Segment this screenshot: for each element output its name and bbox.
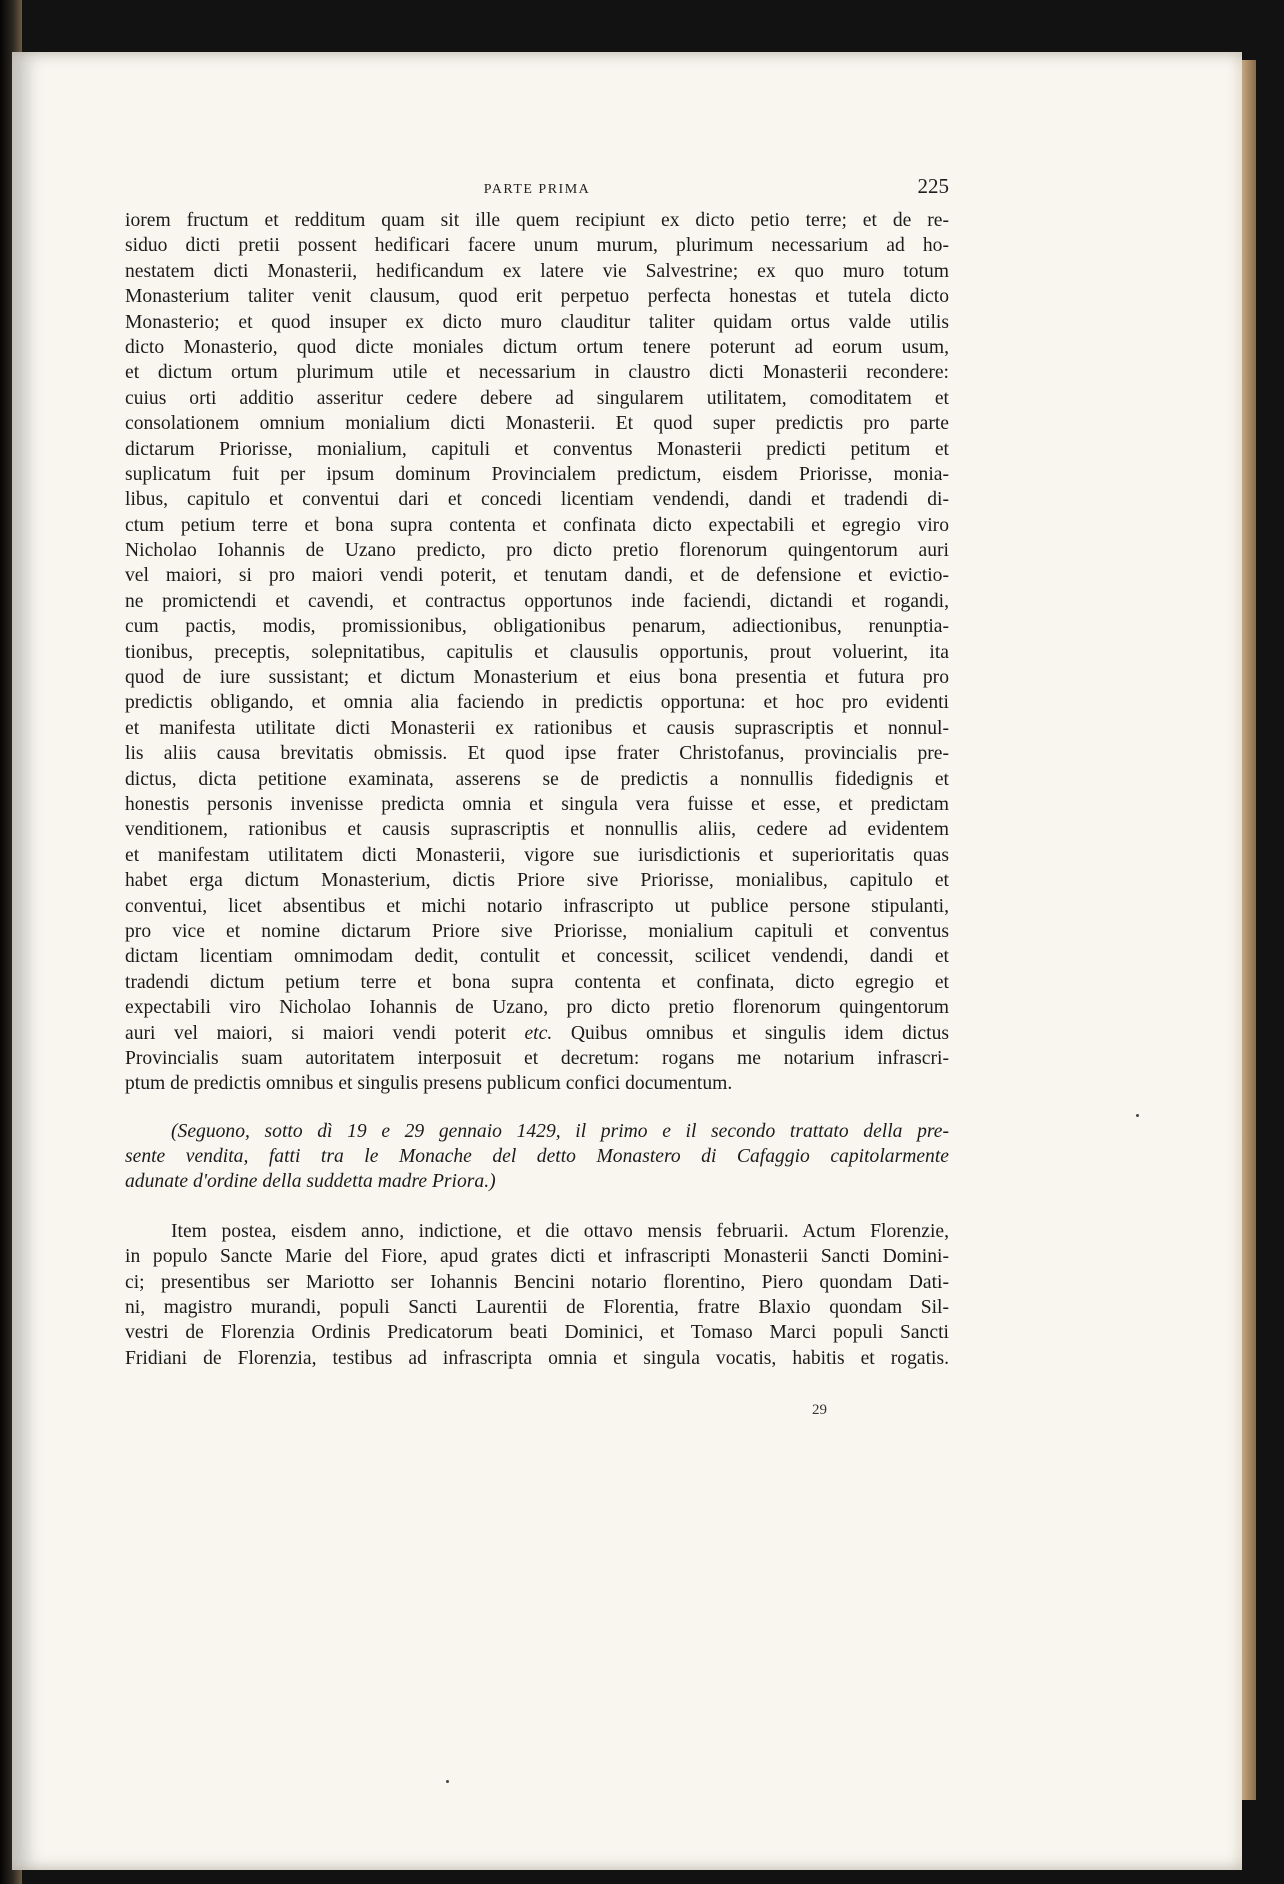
text-line: habet erga dictum Monasterium, dictis Priore sive Priorisse, monialibus, capitulo et <box>125 870 949 892</box>
text-line: vestri de Florenzia Ordinis Predicatorum beati Dominici, et Tomaso Marci populi Sancti <box>125 1322 949 1344</box>
text-line: siduo dicti pretii possent hedificari facere unum murum, plurimum necessarium ad ho- <box>125 235 949 257</box>
note-line: adunate d'ordine della suddetta madre Priora.) <box>125 1171 496 1193</box>
text-line: Item postea, eisdem anno, indictione, et die ottavo mensis februarii. Actum Florenzie, <box>171 1220 949 1242</box>
text-segment: Quibus omnibus et singulis idem dictus <box>552 1022 949 1044</box>
text-line: predictis obligando, et omnia alia faciendo in predictis opportuna: et hoc pro evidenti <box>125 692 949 714</box>
text-line: libus, capitulo et conventui dari et concedi licentiam vendendi, dandi et tradendi di- <box>125 489 949 511</box>
text-line: cum pactis, modis, promissionibus, obligationibus penarum, adiectionibus, renunptia- <box>125 616 949 638</box>
paper-speck <box>1136 1114 1139 1117</box>
text-line: ni, magistro murandi, populi Sancti Laurentii de Florentia, fratre Blaxio quondam Sil- <box>125 1297 949 1319</box>
note-line: (Seguono, sotto dì 19 e 29 gennaio 1429, il primo e il secondo trattato della pre- <box>171 1120 949 1142</box>
text-line: cuius orti additio asseritur cedere debere ad singularem utilitatem, comoditatem et <box>125 387 949 409</box>
paragraph-1 <box>125 208 949 1097</box>
text-line: et manifesta utilitate dicti Monasterii ex rationibus et causis suprascriptis et nonnul- <box>125 717 949 739</box>
note-line: sente vendita, fatti tra le Monache del detto Monastero di Cafaggio capitolarmente <box>125 1146 949 1168</box>
text-line: ctum petium terre et bona supra contenta et confinata dicto expectabili et egregio viro <box>125 514 949 536</box>
paragraph-spacer <box>125 1097 949 1119</box>
page-body <box>125 208 949 1371</box>
text-line: et dictum ortum plurimum utile et necessarium in claustro dicti Monasterii recondere: <box>125 362 949 384</box>
text-line: dictam licentiam omnimodam dedit, contulit et concessit, scilicet vendendi, dandi et <box>125 946 949 968</box>
text-line: vel maiori, si pro maiori vendi poterit, et tenutam dandi, et de defensione et evictio- <box>125 565 949 587</box>
text-line: expectabili viro Nicholao Iohannis de Uzano, pro dicto pretio florenorum quingentorum <box>125 997 949 1019</box>
text-line: Provincialis suam autoritatem interposuit et decretum: rogans me notarium infrascri- <box>125 1047 949 1069</box>
text-line: nestatem dicti Monasterii, hedificandum ex latere vie Salvestrine; ex quo muro totum <box>125 260 949 282</box>
text-line: ptum de predictis omnibus et singulis presens publicum confici documentum. <box>125 1073 733 1095</box>
text-line: consolationem omnium monialium dicti Monasterii. Et quod super predictis pro parte <box>125 413 949 435</box>
text-line: tradendi dictum petium terre et bona supra contenta et confinata, dicto egregio et <box>125 971 949 993</box>
paragraph-spacer <box>125 1195 949 1219</box>
text-line <box>125 1021 949 1046</box>
text-line: et manifestam utilitatem dicti Monasterii, vigore sue iurisdictionis et superioritatis quas <box>125 844 949 866</box>
page-number: 225 <box>917 174 949 198</box>
text-line: lis aliis causa brevitatis obmissis. Et quod ipse frater Christofanus, provincialis pre- <box>125 743 949 765</box>
running-title: PARTE PRIMA <box>483 182 591 197</box>
text-segment: auri vel maiori, si maiori vendi poterit <box>125 1022 525 1044</box>
text-line: pro vice et nomine dictarum Priore sive Priorisse, monialium capituli et conventus <box>125 920 949 942</box>
text-line: Nicholao Iohannis de Uzano predicto, pro dicto pretio florenorum quingentorum auri <box>125 540 949 562</box>
running-head <box>125 174 949 204</box>
text-line: dictus, dicta petitione examinata, asserens se de predictis a nonnullis fidedignis et <box>125 768 949 790</box>
etc-abbreviation: etc. <box>524 1022 553 1044</box>
text-line: ci; presentibus ser Mariotto ser Iohannis Bencini notario florentino, Piero quondam Dati- <box>125 1271 949 1293</box>
signature-mark: 29 <box>812 1402 827 1418</box>
text-line: iorem fructum et redditum quam sit ille quem recipiunt ex dicto petio terre; et de re- <box>125 210 949 231</box>
paper-speck <box>446 1780 449 1783</box>
paragraph-2 <box>125 1219 949 1371</box>
text-line: ne promictendi et cavendi, et contractus opportunos inde faciendi, dictandi et rogandi, <box>125 590 949 612</box>
text-line: suplicatum fuit per ipsum dominum Provincialem predictum, eisdem Priorisse, monia- <box>125 463 949 485</box>
text-line: Fridiani de Florenzia, testibus ad infrascripta omnia et singula vocatis, habitis et rogatis. <box>125 1347 949 1369</box>
text-line: dictarum Priorisse, monialium, capituli et conventus Monasterii predicti petitum et <box>125 438 949 460</box>
text-line: venditionem, rationibus et causis suprascriptis et nonnullis aliis, cedere ad evidentem <box>125 819 949 841</box>
text-line: tionibus, preceptis, solepnitatibus, capitulis et clausulis opportunis, prout voluerint, ita <box>125 641 949 663</box>
text-line: conventui, licet absentibus et michi notario infrascripto ut publice persone stipulanti, <box>125 895 949 917</box>
editorial-note <box>125 1119 949 1195</box>
text-line: dicto Monasterio, quod dicte moniales dictum ortum tenere poterunt ad eorum usum, <box>125 336 949 358</box>
text-line: honestis personis invenisse predicta omnia et singula vera fuisse et esse, et predictam <box>125 793 949 815</box>
text-line: Monasterio; et quod insuper ex dicto muro clauditur taliter quidam ortus valde utilis <box>125 311 949 333</box>
text-line: in populo Sancte Marie del Fiore, apud grates dicti et infrascripti Monasterii Sancti Domini- <box>125 1246 949 1268</box>
text-line: quod de iure sussistant; et dictum Monasterium et eius bona presentia et futura pro <box>125 667 949 689</box>
text-line: Monasterium taliter venit clausum, quod erit perpetuo perfecta honestas et tutela dicto <box>125 286 949 308</box>
